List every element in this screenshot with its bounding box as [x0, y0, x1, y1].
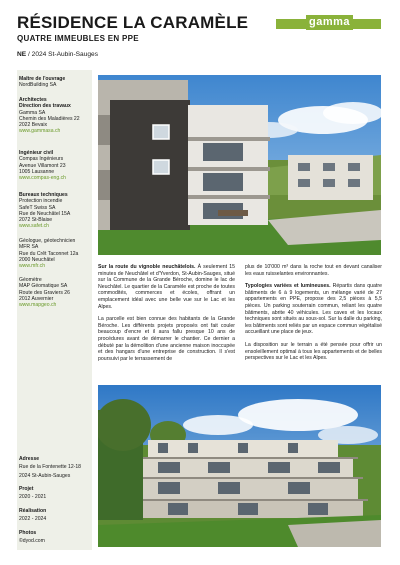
- credit-line: Compas Ingénieurs: [19, 156, 64, 163]
- credit-line: 2022 Bevaix: [19, 122, 48, 129]
- fact-realisation: [19, 508, 46, 523]
- canton-code: NE: [17, 51, 27, 58]
- credit-heading: Architectes Direction des travaux: [19, 97, 71, 110]
- credit-line: 2072 St-Blaise: [19, 217, 53, 224]
- credit-link[interactable]: www.safet.ch: [19, 223, 50, 230]
- credit-line: Rue de Neuchâtel 15A: [19, 210, 71, 217]
- fact-project: [19, 486, 46, 501]
- fact-line: ©dyod.com: [19, 538, 45, 545]
- paragraph-lead: Typologies variées et lumineuses.: [245, 283, 331, 290]
- credit-link[interactable]: www.compas-eng.ch: [19, 175, 66, 182]
- fact-line: 2022 - 2024: [19, 516, 47, 523]
- building-photo-bottom: [98, 385, 381, 547]
- location-meta: [17, 51, 98, 58]
- credit-link[interactable]: www.gammasa.ch: [19, 128, 61, 135]
- fact-photos: [19, 530, 45, 545]
- credit-line: Rue du Crêt Taconnet 12a: [19, 250, 79, 257]
- paragraph-layout: La disposition sur le terrain a été pensée pour offrir un ensoleillement optimal à tous les appartements et de belles perspectives sur le Lac et les Alpes.: [245, 341, 382, 362]
- credit-line: Géomètre: [19, 277, 42, 283]
- paragraph-excavation: plus de 10'000 m³ dans la roche tout en devant canaliser les eaux ruisselantes environnantes.: [245, 264, 382, 277]
- fact-heading: Photos: [19, 530, 37, 536]
- text-column-left: [98, 264, 235, 368]
- credit-line: 2012 Auvernier: [19, 295, 54, 302]
- paragraph-intro: Sur la route du vignoble neuchâtelois. À seulement 15 minutes de Neuchâtel et d'Yverdon, St-Aubin-Sauges, situé sur la Commune de la Grande Béroche, domine le lac de Neuchâtel. Le quartier de la Caramèle est proche de toutes commodités, commerces et écoles, offrant un emplacement idéal avec une belle vue sur le Lac et les Alpes.: [98, 264, 235, 310]
- fact-address: [19, 456, 81, 479]
- fact-line: Rue de la Fontenette 12-18: [19, 464, 82, 471]
- paragraph-typologies: Typologies variées et lumineuses. Répartis dans quatre bâtiments de 6 à 9 logements, un mélange varié de 27 appartements en PPE, propose des 2,5 pièces à 5,5 pièces. Un parking souterrain commun, reliant les quatre bâtiments, abrite 40 véhicules. Les caves et les locaux techniques sont situés au sous-sol. Sur la dalle du parking, les bâtiments sont reliés par un espace commun végétalisé accueillant une place de jeux.: [245, 283, 382, 336]
- credit-heading: Ingénieur civil: [19, 150, 54, 156]
- credit-line: 1005 Lausanne: [19, 168, 55, 175]
- credit-engineer: [19, 150, 66, 181]
- text-column-right: [245, 264, 382, 368]
- location-text: / 2024 St-Aubin-Sauges: [26, 51, 99, 58]
- building-photo-top: [98, 75, 381, 255]
- fact-line: 2020 - 2021: [19, 494, 47, 501]
- fact-heading: Projet: [19, 486, 34, 492]
- page-subtitle: QUATRE IMMEUBLES EN PPE: [17, 34, 139, 43]
- credit-link[interactable]: www.mfr.ch: [19, 263, 46, 270]
- credit-heading: Maître de l'ouvrage: [19, 76, 66, 82]
- credit-line: Avenue Villamont 23: [19, 162, 66, 169]
- credit-line: Route des Graviers 26: [19, 289, 70, 296]
- page-title: RÉSIDENCE LA CARAMÈLE: [17, 13, 249, 32]
- credit-line: NordBuilding SA: [19, 82, 57, 89]
- credit-line: Géologue, géotechnicien: [19, 238, 76, 244]
- credit-line: Protection incendie: [19, 198, 63, 205]
- paragraph-history: La parcelle est bien connue des habitants de la Grande Béroche. Les différents projets proposés ont fait couler beaucoup d'encre et il aura fallu presque 10 ans de procédures avant de démarrer le chantier. Ce dernier a débuté par la démolition d'une ancienne maison inoccupée et des hangars d'une entreprise de construction. Il s'est poursuivi par le terrassement de: [98, 316, 235, 362]
- paragraph-lead: Sur la route du vignoble neuchâtelois.: [98, 264, 196, 270]
- credit-link[interactable]: www.mapgeo.ch: [19, 302, 57, 309]
- credit-line: SafeT Swiss SA: [19, 204, 56, 211]
- credit-heading: Bureaux techniques: [19, 192, 68, 198]
- credit-owner: [19, 76, 65, 89]
- credit-technical: [19, 192, 70, 230]
- credit-line: Chemin des Maladières 22: [19, 115, 80, 122]
- fact-heading: Adresse: [19, 456, 40, 462]
- credit-architects: [19, 97, 80, 135]
- credit-line: MAP Géomatique SA: [19, 283, 68, 290]
- credit-line: 2000 Neuchâtel: [19, 256, 55, 263]
- credit-geologist: [19, 238, 78, 269]
- credit-line: Gamma SA: [19, 109, 46, 116]
- company-logo: gamma: [306, 15, 353, 30]
- credit-surveyor: [19, 277, 70, 308]
- fact-line: 2024 St-Aubin-Sauges: [19, 472, 71, 479]
- credit-line: MFR SA: [19, 244, 39, 251]
- fact-heading: Réalisation: [19, 508, 47, 514]
